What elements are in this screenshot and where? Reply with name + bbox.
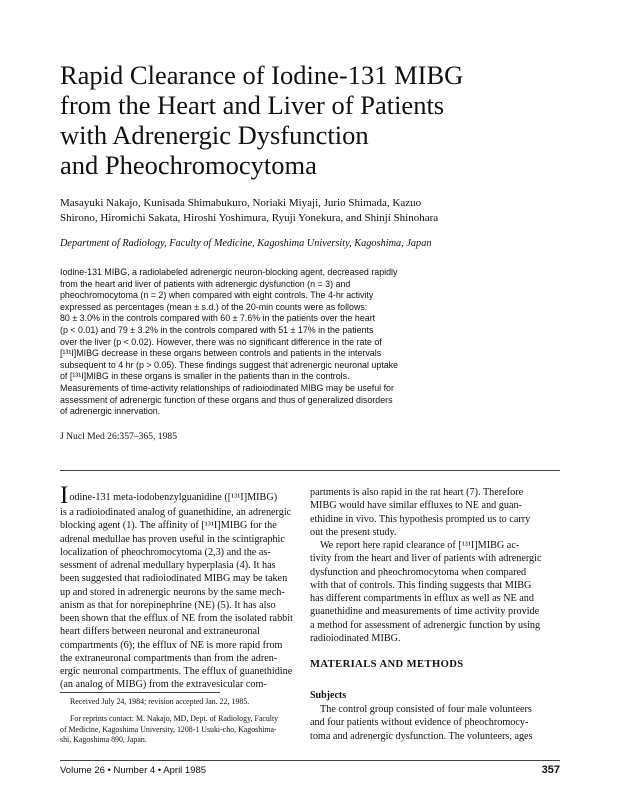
body-line: tivity from the heart and liver of patients with adrenergic: [310, 553, 542, 565]
author-list: [60, 196, 580, 226]
body-line: guanethidine and measurements of time activity provide: [310, 606, 540, 618]
body-line: out the present study.: [310, 526, 397, 538]
body-line: the extraneuronal compartments than from the adren-: [60, 652, 278, 664]
intro-first-line: [60, 482, 300, 509]
intro-column-left: [60, 482, 300, 692]
intro-column-right: [310, 486, 560, 645]
received-note: Received July 24, 1984; revision accepted Jan. 22, 1985.: [70, 697, 250, 706]
abstract-line: subsequent to 4 hr (p > 0.05). These findings suggest that adrenergic neuronal uptake: [60, 359, 399, 370]
footer-divider: [60, 760, 560, 761]
body-line: been suggested that radioiodinated MIBG may be taken: [60, 573, 288, 585]
abstract-line: assessment of adrenergic function of these organs and thus of generalized disorders: [60, 394, 393, 405]
subjects-paragraph: [310, 703, 560, 743]
body-line: heart differs between neuronal and extraneuronal: [60, 626, 260, 638]
abstract-line: [¹³¹I]MIBG decrease in these organs between controls and patients in the intervals: [60, 348, 382, 359]
abstract-line: pheochromocytoma (n = 2) when compared with eight controls. The 4-hr activity: [60, 290, 374, 301]
section-heading-methods: MATERIALS AND METHODS: [310, 659, 464, 670]
body-line: dysfunction and pheochromocytoma when compared: [310, 566, 527, 578]
abstract-line: over the liver (p < 0.02). However, there was no significant difference in the rate of: [60, 336, 382, 347]
body-line: adrenal medullae has proven useful in the scintigraphic: [60, 533, 285, 545]
author-line: Shirono, Hiromichi Sakata, Hiroshi Yoshimura, Ryuji Yonekura, and Shinji Shinohara: [60, 212, 439, 224]
abstract-line: from the heart and liver of patients with adrenergic dysfunction (n = 3) and: [60, 278, 351, 289]
title-line: with Adrenergic Dysfunction: [60, 120, 369, 150]
body-line: been shown that the efflux of NE from the isolated rabbit: [60, 613, 293, 624]
article-title: [60, 60, 540, 180]
body-line: radioiodinated MIBG.: [310, 632, 401, 644]
body-line: toma and adrenergic dysfunction. The volunteers, ages: [310, 730, 533, 742]
title-line: Rapid Clearance of Iodine-131 MIBG: [60, 60, 464, 90]
body-line: up and stored in adrenergic neurons by the same mech-: [60, 586, 285, 598]
body-line: We report here rapid clearance of [¹³¹I]MIBG ac-: [320, 540, 520, 551]
footnote-divider: [60, 692, 220, 693]
body-line: sessment of adrenal medullary hyperplasia (4). It has: [60, 560, 276, 571]
section-divider: [60, 470, 560, 471]
body-line: partments is also rapid in the rat heart (7). Therefore: [310, 487, 524, 498]
drop-cap: I: [60, 482, 69, 509]
abstract-line: of adrenergic innervation.: [60, 406, 161, 417]
abstract-line: Measurements of time-activity relationships of radioiodinated MIBG may be useful for: [60, 382, 394, 393]
abstract-line: expressed as percentages (mean ± s.d.) of the 20-min counts were as follows:: [60, 301, 368, 312]
affiliation: Department of Radiology, Faculty of Medicine, Kagoshima University, Kagoshima, Japan: [60, 238, 432, 249]
body-line: MIBG would have similar effluxes to NE and guan-: [310, 500, 523, 512]
body-line: and four patients without evidence of pheochromocy-: [310, 717, 529, 729]
body-line: compartments (6); the efflux of NE is more rapid from: [60, 639, 283, 651]
body-line: with that of controls. This finding suggests that MIBG: [310, 579, 532, 591]
body-line: is a radioiodinated analog of guanethidine, an adrenergic: [60, 507, 292, 518]
body-line: ethidine in vivo. This hypothesis prompted us to carry: [310, 513, 531, 525]
body-line: (an analog of MIBG) from the extravesicular com-: [60, 679, 267, 691]
footnotes: [60, 697, 300, 746]
title-line: and Pheochromocytoma: [60, 150, 317, 180]
reprint-note-line: of Medicine, Kagoshima University, 1208-1 Usuki-cho, Kagoshima-: [60, 724, 277, 734]
issue-info: Volume 26 • Number 4 • April 1985: [60, 765, 207, 776]
body-line: ergic neuronal compartments. The efflux of guanethidine: [60, 666, 293, 677]
journal-citation: J Nucl Med 26:357–365, 1985: [60, 431, 177, 442]
body-line: The control group consisted of four male volunteers: [320, 704, 532, 715]
body-line: anism as that for norepinephrine (NE) (5). It has also: [60, 599, 276, 611]
page-number: 357: [541, 764, 560, 776]
abstract-line: Iodine-131 MIBG, a radiolabeled adrenergic neuron-blocking agent, decreased rapidly: [60, 267, 398, 277]
body-line: localization of pheochromocytoma (2,3) and the as-: [60, 546, 271, 558]
abstract-line: of [¹³¹I]MIBG in these organs is smaller in the patients than in the controls.: [60, 371, 350, 382]
first-line-text: odine-131 meta-iodobenzylguanidine ([¹³¹I]MIBG): [69, 492, 278, 503]
abstract: [60, 267, 500, 418]
title-line: from the Heart and Liver of Patients: [60, 90, 445, 120]
author-line: Masayuki Nakajo, Kunisada Shimabukuro, Noriaki Miyaji, Jurio Shimada, Kazuo: [60, 197, 422, 209]
body-line: blocking agent (1). The affinity of [¹³¹I]MIBG for the: [60, 520, 277, 532]
abstract-line: 80 ± 3.0% in the controls compared with 60 ± 7.6% in the patients over the heart: [60, 313, 376, 324]
body-line: has different compartments in efflux as well as NE and: [310, 593, 534, 604]
reprint-note-line: For reprints contact: M. Nakajo, MD, Dept. of Radiology, Faculty: [70, 713, 279, 723]
subsection-heading-subjects: Subjects: [310, 690, 347, 701]
abstract-line: (p < 0.01) and 79 ± 3.2% in the controls compared with 51 ± 17% in the patients: [60, 324, 374, 335]
body-line: a method for assessment of adrenergic function by using: [310, 619, 541, 631]
reprint-note-line: shi, Kagoshima 890, Japan.: [60, 735, 147, 745]
